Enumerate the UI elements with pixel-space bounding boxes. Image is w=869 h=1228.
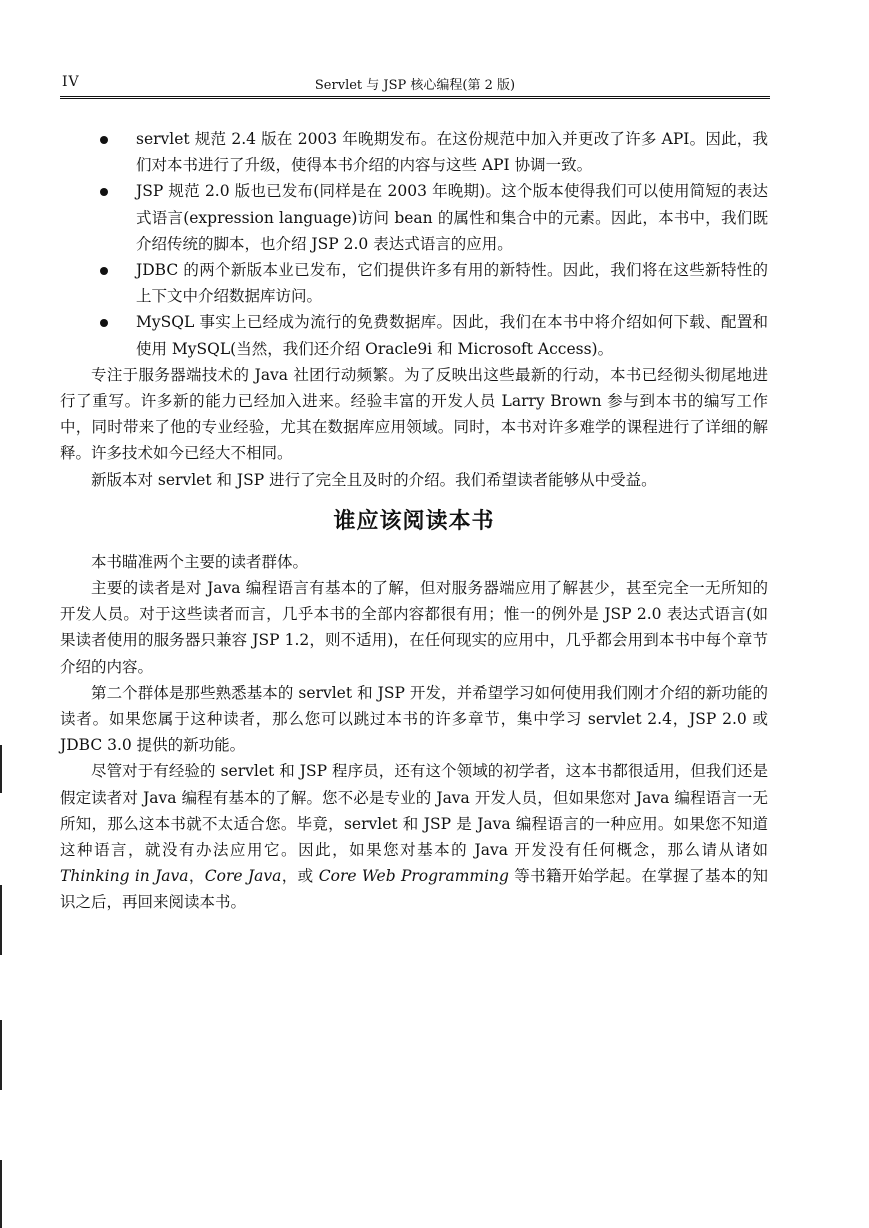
bullet-dot-icon: [100, 136, 108, 144]
section-heading: 谁应该阅读本书: [333, 508, 495, 534]
bullet-text: servlet 规范 2.4 版在 2003 年晚期发布。在这份规范中加入并更改了许多 API。因此，我们对本书进行了升级，使得本书介绍的内容与这些 API 协调一致。: [136, 130, 768, 175]
bullet-item: [60, 178, 768, 257]
bullet-item: [60, 309, 768, 361]
text-run: 尽管对于有经验的 servlet 和 JSP 程序员，还有这个领域的初学者，这本书都很适用，但我们还是假定读者对 Java 编程有基本的了解。您不必是专业的 Java 开发人员，但如果您对 Java 编程语言一无所知，那么这本书就不太适合您。毕竟，servlet 和 JSP 是 Java 编程语言的一种应用。如果您不知道这种语言，就没有办法应用它。因此，如果您对基本的 Java 开发没有任何概念，那么请从诸如: [60, 762, 768, 860]
paragraph-last: [60, 758, 768, 915]
page-body: [60, 126, 768, 916]
paragraph: 第二个群体是那些熟悉基本的 servlet 和 JSP 开发，并希望学习如何使用我们刚才介绍的新功能的读者。如果您属于这种读者，那么您可以跳过本书的许多章节，集中学习 servlet 2.4，JSP 2.0 或 JDBC 3.0 提供的新功能。: [60, 683, 768, 755]
scan-margin-line: [0, 1160, 2, 1228]
scan-margin-line: [0, 745, 2, 793]
bullet-text: JDBC 的两个新版本业已发布，它们提供许多有用的新特性。因此，我们将在这些新特性的上下文中介绍数据库访问。: [136, 261, 768, 306]
paragraph: 专注于服务器端技术的 Java 社团行动频繁。为了反映出这些最新的行动，本书已经彻头彻尾地进行了重写。许多新的能力已经加入进来。经验丰富的开发人员 Larry Brown 参与到本书的编写工作中，同时带来了他的专业经验，尤其在数据库应用领域。同时，本书对许多难学的课程进行了详细的解释。许多技术如今已经大不相同。: [60, 365, 768, 463]
bullet-text: JSP 规范 2.0 版也已发布(同样是在 2003 年晚期)。这个版本使得我们可以使用简短的表达式语言(expression language)访问 bean 的属性和集合中的元素。因此，本书中，我们既介绍传统的脚本，也介绍 JSP 2.0 表达式语言的应用。: [136, 182, 768, 253]
bullet-dot-icon: [100, 267, 108, 275]
header-rule: [60, 96, 770, 101]
bullet-item: [60, 257, 768, 309]
bullet-dot-icon: [100, 188, 108, 196]
bullet-dot-icon: [100, 319, 108, 327]
book-title: Core Java: [204, 867, 282, 886]
book-title: Core Web Programming: [318, 867, 509, 886]
paragraph: 主要的读者是对 Java 编程语言有基本的了解，但对服务器端应用了解甚少，甚至完全一无所知的开发人员。对于这些读者而言，几乎本书的全部内容都很有用；惟一的例外是 JSP 2.0 表达式语言(如果读者使用的服务器只兼容 JSP 1.2，则不适用)，在任何现实的应用中，几乎都会用到本书中每个章节介绍的内容。: [60, 579, 768, 676]
text-run: ，: [188, 867, 205, 886]
paragraph: 新版本对 servlet 和 JSP 进行了完全且及时的介绍。我们希望读者能够从中受益。: [91, 470, 657, 489]
text-run: ，或: [281, 867, 319, 886]
running-title: Servlet 与 JSP 核心编程(第 2 版): [314, 78, 516, 93]
text-run: 等书籍开始学起。在掌握了基本的知识之后，再回来阅读本书。: [60, 867, 768, 912]
page-number: IV: [62, 74, 80, 90]
bullet-text: MySQL 事实上已经成为流行的免费数据库。因此，我们在本书中将介绍如何下载、配置和使用 MySQL(当然，我们还介绍 Oracle9i 和 Microsoft Access)。: [136, 313, 768, 358]
scan-margin-line: [0, 885, 2, 955]
bullet-item: [60, 126, 768, 178]
book-title: Thinking in Java: [60, 867, 189, 886]
scan-margin-line: [0, 1020, 2, 1090]
page-header: [60, 72, 770, 94]
paragraph: 本书瞄准两个主要的读者群体。: [91, 552, 309, 571]
